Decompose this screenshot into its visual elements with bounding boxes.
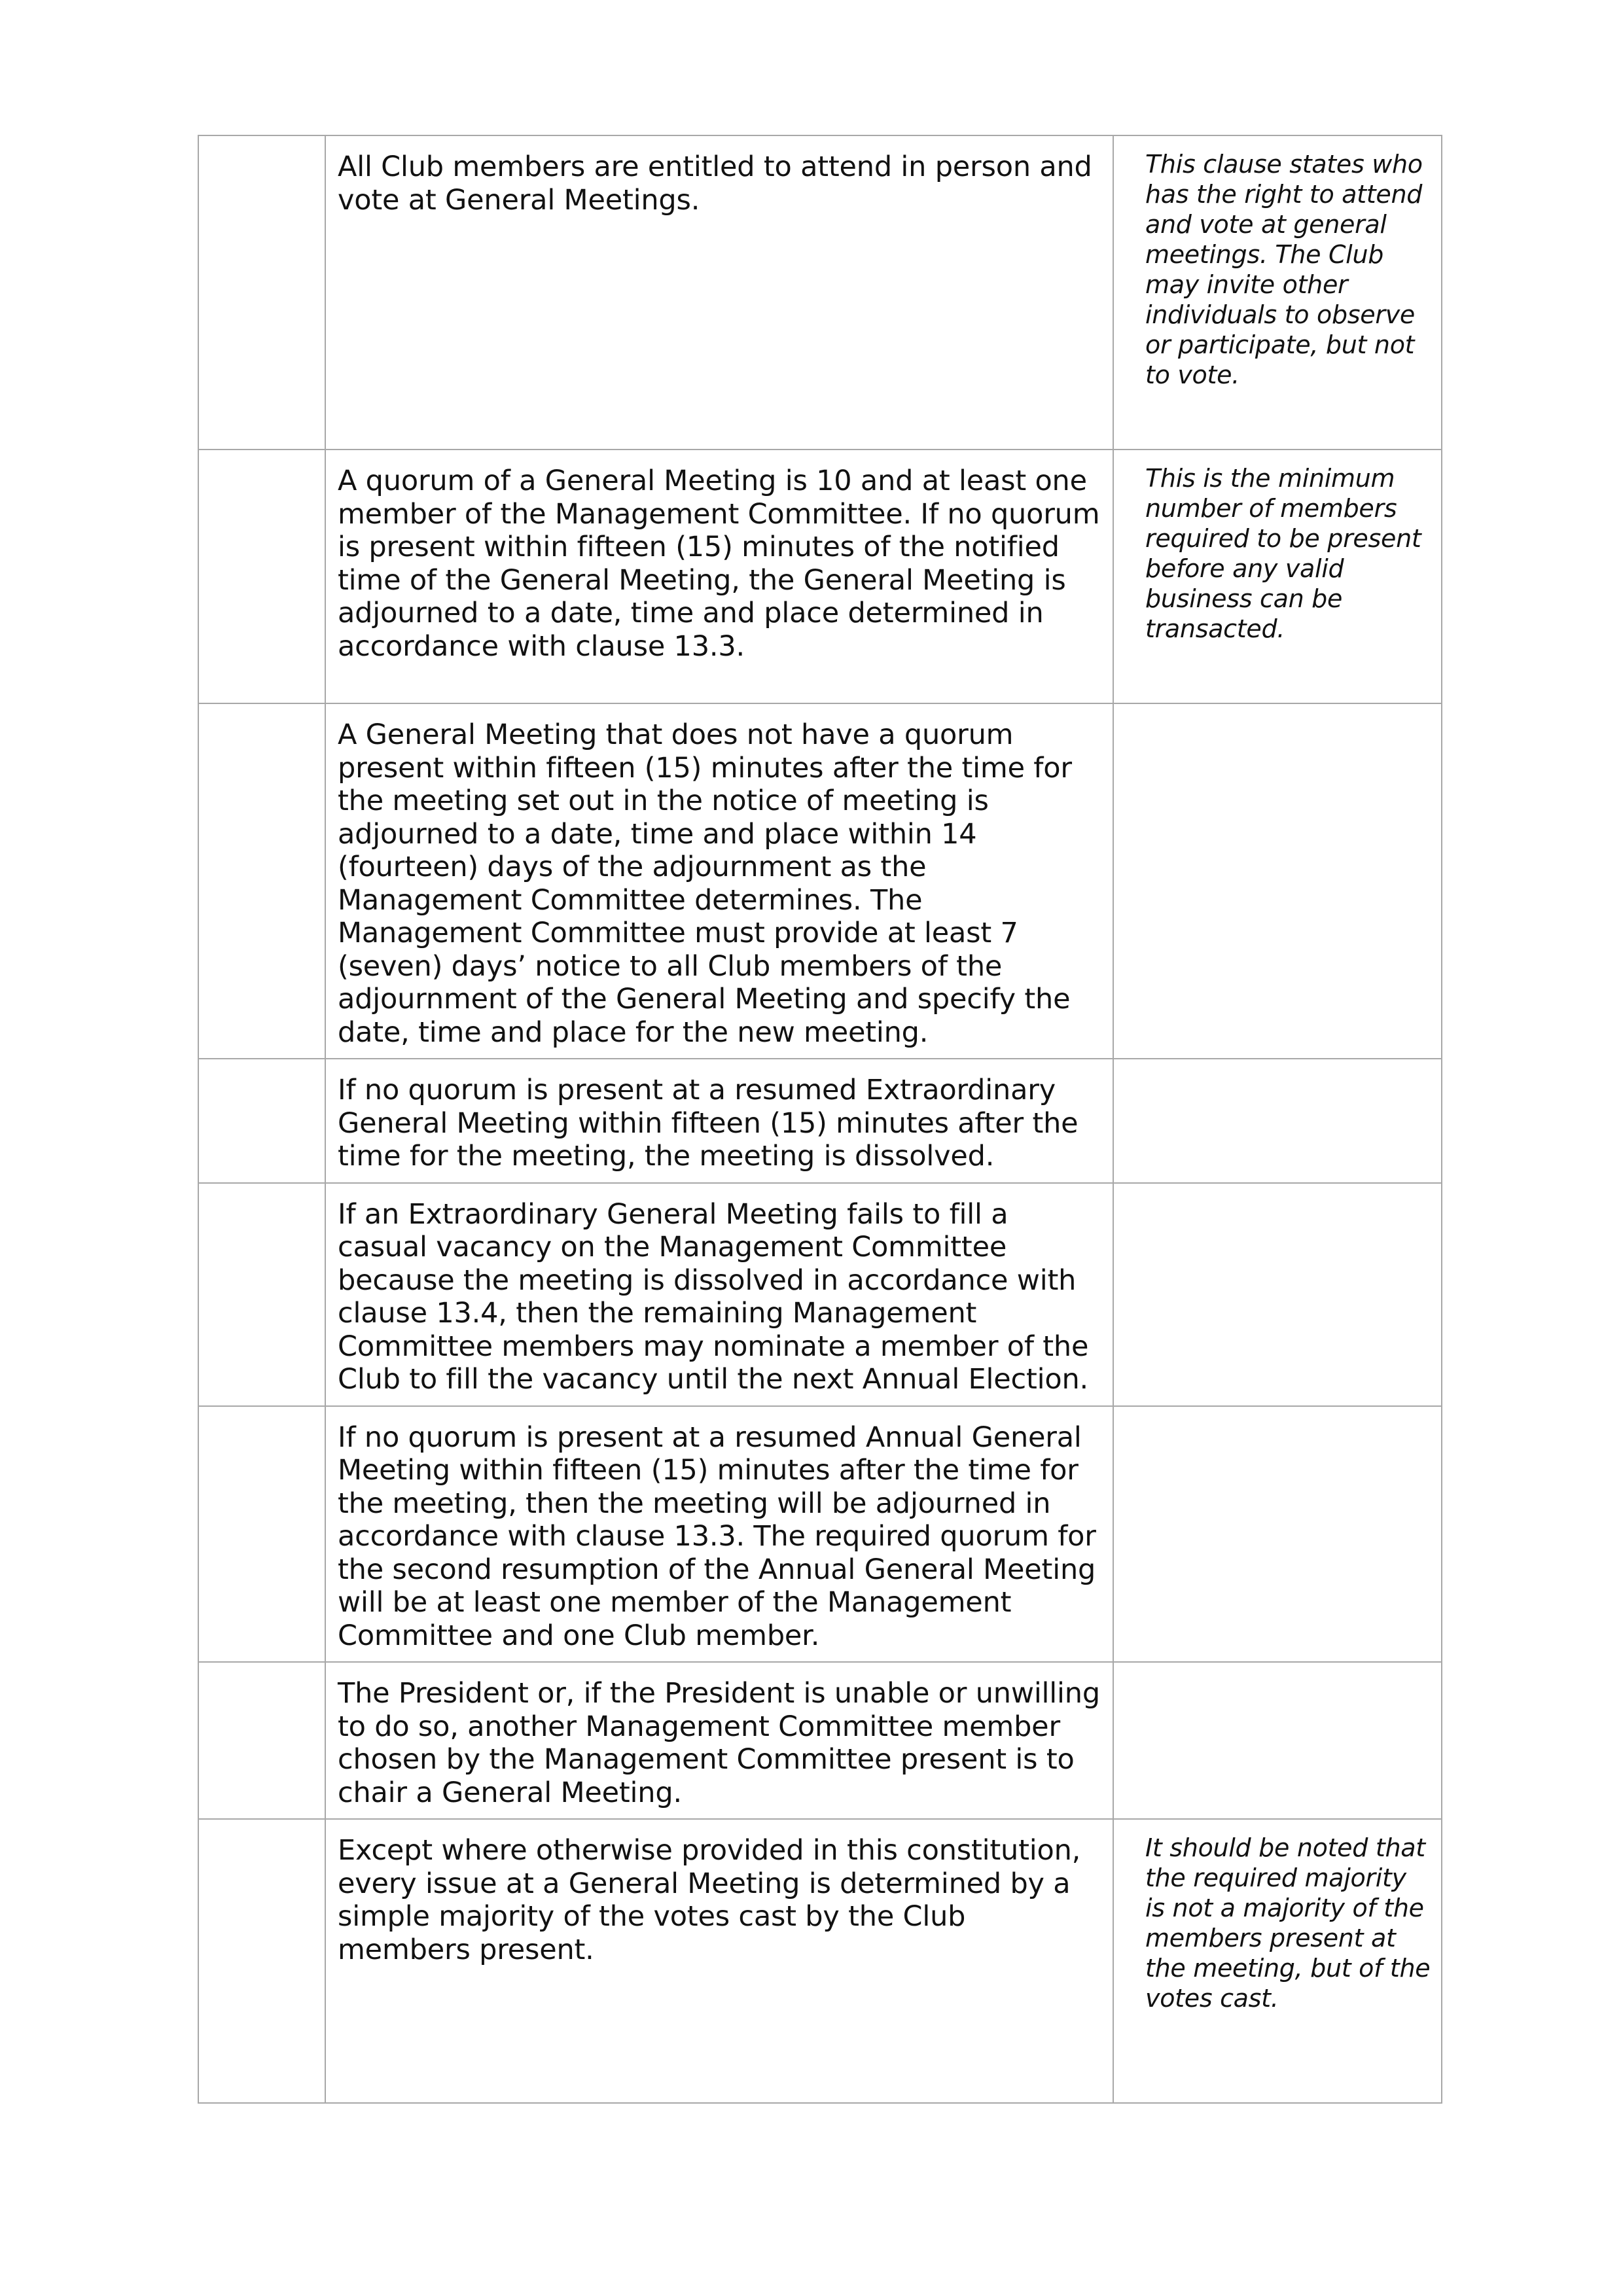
clause-number-cell xyxy=(198,1183,325,1406)
clause-cell xyxy=(325,1406,1113,1663)
clause-text: Except where otherwise provided in this constitution, every issue at a General Meeting is determined by a simple majority of the votes cast by the Club members present. xyxy=(338,1834,1081,1966)
table-row xyxy=(198,1819,1442,2103)
note-cell xyxy=(1113,1059,1442,1183)
note-cell xyxy=(1113,1183,1442,1406)
clause-text: If no quorum is present at a resumed Extraordinary General Meeting within fifteen (15) minutes after the time for the meeting, the meeting is dissolved. xyxy=(338,1074,1079,1173)
table-row xyxy=(198,135,1442,450)
note-cell xyxy=(1113,450,1442,703)
clause-text: A quorum of a General Meeting is 10 and at least one member of the Management Committee. If no quorum is present within fifteen (15) minutes of the notified time of the General Meeting, the General Meeting is adjourned to a date, time and place determined in accordance with clause 13.3. xyxy=(338,465,1100,663)
explanatory-note: It should be noted that the required majority is not a majority of the members present at the meeting, but of the votes cast. xyxy=(1145,1833,1431,2013)
clause-cell xyxy=(325,135,1113,450)
explanatory-note xyxy=(1114,704,1441,724)
table-row xyxy=(198,1662,1442,1819)
note-cell xyxy=(1113,703,1442,1059)
table-row xyxy=(198,1059,1442,1183)
note-cell xyxy=(1113,1819,1442,2103)
table-row xyxy=(198,1183,1442,1406)
clause-number-cell xyxy=(198,1819,325,2103)
table-row xyxy=(198,703,1442,1059)
explanatory-note xyxy=(1114,1663,1441,1682)
clause-text: If an Extraordinary General Meeting fails to fill a casual vacancy on the Management Committee because the meeting is dissolved in accordance with clause 13.4, then the remaining Management Committee members may nominate a member of the Club to fill the vacancy until the next Annual Election. xyxy=(338,1197,1089,1396)
clause-text: If no quorum is present at a resumed Annual General Meeting within fifteen (15) minutes after the time for the meeting, then the meeting will be adjourned in accordance with clause 13.3. The required quorum for the second resumption of the Annual General Meeting will be at least one member of the Management Committee and one Club member. xyxy=(338,1421,1096,1652)
explanatory-note: This is the minimum number of members required to be present before any valid business can be transacted. xyxy=(1145,464,1421,643)
explanatory-note xyxy=(1114,1407,1441,1426)
note-cell xyxy=(1113,1406,1442,1663)
clause-number-cell xyxy=(198,1059,325,1183)
explanatory-note xyxy=(1114,1184,1441,1203)
clause-number-cell xyxy=(198,1662,325,1819)
clause-text: The President or, if the President is unable or unwilling to do so, another Management Committee member chosen by the Management Committee present is to chair a General Meeting. xyxy=(338,1677,1100,1809)
clause-number-cell xyxy=(198,135,325,450)
note-cell xyxy=(1113,135,1442,450)
clause-text: A General Meeting that does not have a quorum present within fifteen (15) minutes after the time for the meeting set out in the notice of meeting is adjourned to a date, time and place within 14 (fourteen) days of the adjournment as the Management Committee determines. The Management Committee must provide at least 7 (seven) days’ notice to all Club members of the adjournment of the General Meeting and specify the date, time and place for the new meeting. xyxy=(338,718,1072,1049)
table-row xyxy=(198,450,1442,703)
clause-cell xyxy=(325,1183,1113,1406)
table-row xyxy=(198,1406,1442,1663)
constitution-table xyxy=(198,135,1442,2104)
clause-cell xyxy=(325,450,1113,703)
clause-cell xyxy=(325,1819,1113,2103)
clause-cell xyxy=(325,1662,1113,1819)
clause-text: All Club members are entitled to attend in person and vote at General Meetings. xyxy=(338,150,1092,217)
note-cell xyxy=(1113,1662,1442,1819)
clause-number-cell xyxy=(198,450,325,703)
explanatory-note: This clause states who has the right to attend and vote at general meetings. The Club may invite other individuals to observe or participate, but not to vote. xyxy=(1145,150,1423,389)
clause-number-cell xyxy=(198,703,325,1059)
clause-cell xyxy=(325,703,1113,1059)
clause-cell xyxy=(325,1059,1113,1183)
explanatory-note xyxy=(1114,1059,1441,1079)
clause-number-cell xyxy=(198,1406,325,1663)
